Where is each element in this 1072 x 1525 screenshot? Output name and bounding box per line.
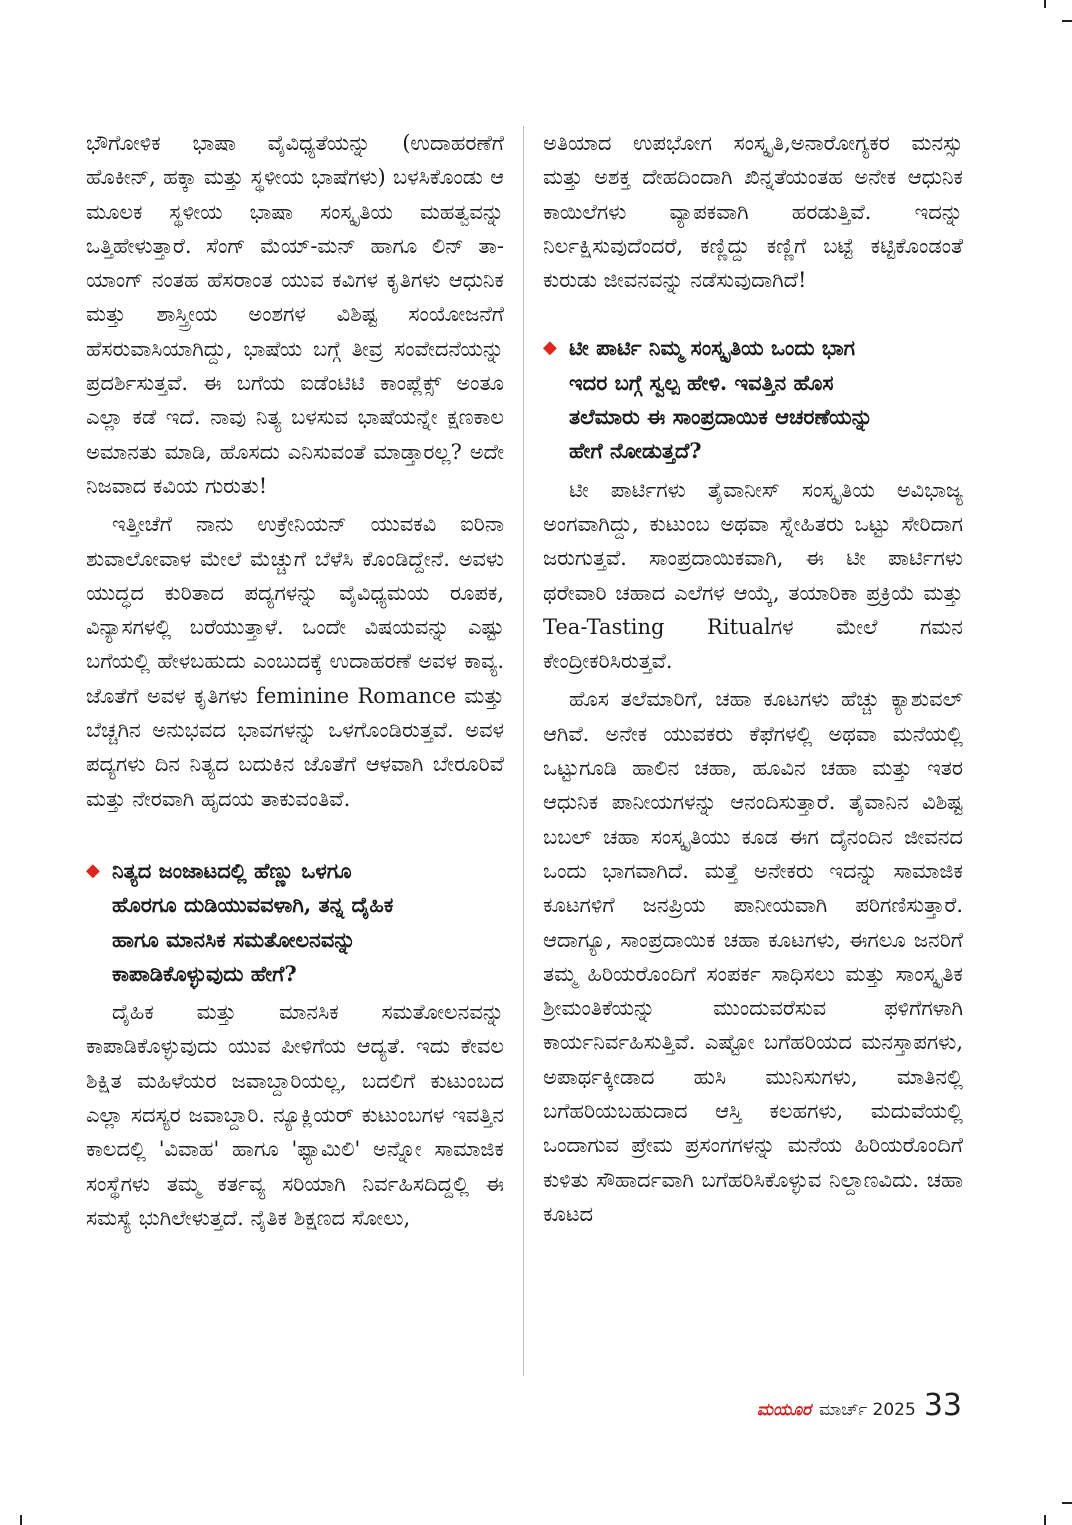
right-question-text <box>569 331 963 468</box>
right-paragraph-3: ಹೊಸ ತಲೆಮಾರಿಗೆ, ಚಹಾ ಕೂಟಗಳು ಹೆಚ್ಚು ಕ್ಯಾಶುವಲ್ ಆಗಿವೆ. ಅನೇಕ ಯುವಕರು ಕೆಫೆಗಳಲ್ಲಿ ಅಥವಾ ಮನೆಯಲ್ಲಿ ಒಟ್ಟುಗೂಡಿ ಹಾಲಿನ ಚಹಾ, ಹೂವಿನ ಚಹಾ ಮತ್ತು ಇತರ ಆಧುನಿಕ ಪಾನೀಯಗಳನ್ನು ಆನಂದಿಸುತ್ತಾರೆ. ತೈವಾನಿನ ವಿಶಿಷ್ಟ ಬಬಲ್ ಚಹಾ ಸಂಸ್ಕೃತಿಯು ಕೂಡ ಈಗ ದೈನಂದಿನ ಜೀವನದ ಒಂದು ಭಾಗವಾಗಿದೆ. ಮತ್ತೆ ಅನೇಕರು ಇದನ್ನು ಸಾಮಾಜಿಕ ಕೂಟಗಳಿಗೆ ಜನಪ್ರಿಯ ಪಾನೀಯವಾಗಿ ಪರಿಗಣಿಸುತ್ತಾರೆ. ಆದಾಗ್ಯೂ, ಸಾಂಪ್ರದಾಯಿಕ ಚಹಾ ಕೂಟಗಳು, ಈಗಲೂ ಜನರಿಗೆ ತಮ್ಮ ಹಿರಿಯರೊಂದಿಗೆ ಸಂಪರ್ಕ ಸಾಧಿಸಲು ಮತ್ತು ಸಾಂಸ್ಕೃತಿಕ ಶ್ರೀಮಂತಿಕೆಯನ್ನು ಮುಂದುವರೆಸುವ ಫಳಿಗೆಗಳಾಗಿ ಕಾರ್ಯನಿರ್ವಹಿಸುತ್ತಿವೆ. ಎಷ್ಟೋ ಬಗೆಹರಿಯದ ಮನಸ್ತಾಪಗಳು, ಅಪಾರ್ಥಕ್ಕೀಡಾದ ಹುಸಿ ಮುನಿಸುಗಳು, ಮಾತಿನಲ್ಲಿ ಬಗೆಹರಿಯಬಹುದಾದ ಆಸ್ತಿ ಕಲಹಗಳು, ಮದುವೆಯಲ್ಲಿ ಒಂದಾಗುವ ಪ್ರೇಮ ಪ್ರಸಂಗಗಳನ್ನು ಮನೆಯ ಹಿರಿಯರೊಂದಿಗೆ ಕುಳಿತು ಸೌಹಾರ್ದವಾಗಿ ಬಗೆಹರಿಸಿಕೊಳ್ಳುವ ನಿಲ್ದಾಣವಿದು. ಚಹಾ ಕೂಟದ <box>543 687 963 1226</box>
page-number: 33 <box>923 1388 962 1423</box>
crop-mark-bottom-right-side <box>1062 1502 1072 1504</box>
crop-mark-bottom-left <box>20 1515 22 1525</box>
red-diamond-icon: ◆ <box>86 859 100 881</box>
left-question-line: ಹೊರಗೂ ದುಡಿಯುವವಳಾಗಿ, ತನ್ನ ದೈಹಿಕ <box>112 892 394 918</box>
magazine-logo: ಮಯೂರ <box>756 1400 812 1420</box>
crop-mark-top-right <box>1044 0 1046 8</box>
page-footer <box>757 1388 962 1423</box>
left-paragraph-2: ಇತ್ತೀಚೆಗೆ ನಾನು ಉಕ್ರೇನಿಯನ್ ಯುವಕವಿ ಐರಿನಾ ಶುವಾಲೋವಾಳ ಮೇಲೆ ಮೆಚ್ಚುಗೆ ಬೆಳೆಸಿ ಕೊಂಡಿದ್ದೇನೆ. ಅವಳು ಯುದ್ಧದ ಕುರಿತಾದ ಪದ್ಯಗಳನ್ನು ವೈವಿಧ್ಯಮಯ ರೂಪಕ, ವಿನ್ಯಾಸಗಳಲ್ಲಿ ಬರೆಯುತ್ತಾಳೆ. ಒಂದೇ ವಿಷಯವನ್ನು ಎಷ್ಟು ಬಗೆಯಲ್ಲಿ ಹೇಳಬಹುದು ಎಂಬುದಕ್ಕೆ ಉದಾಹರಣೆ ಅವಳ ಕಾವ್ಯ. ಜೊತೆಗೆ ಅವಳ ಕೃತಿಗಳು feminine Romance ಮತ್ತು ಬೆಚ್ಚಗಿನ ಅನುಭವದ ಭಾವಗಳನ್ನು ಒಳಗೊಂಡಿರುತ್ತವೆ. ಅವಳ ಪದ್ಯಗಳು ದಿನ ನಿತ್ಯದ ಬದುಕಿನ ಜೊತೆಗೆ ಆಳವಾಗಿ ಬೇರೂರಿವೆ ಮತ್ತು ನೇರವಾಗಿ ಹೃದಯ ತಾಕುವಂತಿವೆ. <box>86 512 504 811</box>
left-question-line: ನಿತ್ಯದ ಜಂಜಾಟದಲ್ಲಿ ಹೆಣ್ಣು ಒಳಗೂ <box>112 857 352 883</box>
right-paragraph-2: ಟೀ ಪಾರ್ಟಿಗಳು ತೈವಾನೀಸ್ ಸಂಸ್ಕೃತಿಯ ಅವಿಭಾಜ್ಯ ಅಂಗವಾಗಿದ್ದು, ಕುಟುಂಬ ಅಥವಾ ಸ್ನೇಹಿತರು ಒಟ್ಟು ಸೇರಿದಾಗ ಜರುಗುತ್ತವೆ. ಸಾಂಪ್ರದಾಯಿಕವಾಗಿ, ಈ ಟೀ ಪಾರ್ಟಿಗಳು ಥರೇವಾರಿ ಚಹಾದ ಎಲೆಗಳ ಆಯ್ಕೆ, ತಯಾರಿಕಾ ಪ್ರಕ್ರಿಯೆ ಮತ್ತು Tea-Tasting Ritualಗಳ ಮೇಲೆ ಗಮನ ಕೇಂದ್ರೀಕರಿಸಿರುತ್ತವೆ. <box>543 477 963 674</box>
crop-mark-top-right-side <box>1062 20 1072 22</box>
right-paragraph-1: ಅತಿಯಾದ ಉಪಭೋಗ ಸಂಸ್ಕೃತಿ,ಅನಾರೋಗ್ಯಕರ ಮನಸ್ಸು ಮತ್ತು ಅಶಕ್ತ ದೇಹದಿಂದಾಗಿ ಖಿನ್ನತೆಯಂತಹ ಅನೇಕ ಆಧುನಿಕ ಕಾಯಿಲೆಗಳು ವ್ಯಾಪಕವಾಗಿ ಹರಡುತ್ತಿವೆ. ಇದನ್ನು ನಿರ್ಲಕ್ಷಿಸುವುದೆಂದರೆ, ಕಣ್ಣಿದ್ದು ಕಣ್ಣಿಗೆ ಬಟ್ಟೆ ಕಟ್ಟಿಕೊಂಡಂತೆ ಕುರುಡು ಜೀವನವನ್ನು ನಡೆಸುವುದಾಗಿದೆ! <box>543 131 963 293</box>
right-column <box>543 126 963 1231</box>
left-paragraph-1: ಭೌಗೋಳಿಕ ಭಾಷಾ ವೈವಿಧ್ಯತೆಯನ್ನು (ಉದಾಹರಣೆಗೆ ಹೊಕೀನ್, ಹಕ್ಕಾ ಮತ್ತು ಸ್ಥಳೀಯ ಭಾಷೆಗಳು) ಬಳಸಿಕೊಂಡು ಆ ಮೂಲಕ ಸ್ಥಳೀಯ ಭಾಷಾ ಸಂಸ್ಕೃತಿಯ ಮಹತ್ವವನ್ನು ಒತ್ತಿಹೇಳುತ್ತಾರೆ. ಸೆಂಗ್ ಮೆಯ್-ಮನ್ ಹಾಗೂ ಲಿನ್ ತಾ-ಯಾಂಗ್ ನಂತಹ ಹೆಸರಾಂತ ಯುವ ಕವಿಗಳ ಕೃತಿಗಳು ಆಧುನಿಕ ಮತ್ತು ಶಾಸ್ತ್ರೀಯ ಅಂಶಗಳ ವಿಶಿಷ್ಟ ಸಂಯೋಜನೆಗೆ ಹೆಸರುವಾಸಿಯಾಗಿದ್ದು, ಭಾಷೆಯ ಬಗ್ಗೆ ತೀವ್ರ ಸಂವೇದನೆಯನ್ನು ಪ್ರದರ್ಶಿಸುತ್ತವೆ. ಈ ಬಗೆಯ ಐಡೆಂಟಿಟಿ ಕಾಂಪ್ಲೆಕ್ಸ್ ಅಂತೂ ಎಲ್ಲಾ ಕಡೆ ಇದೆ. ನಾವು ನಿತ್ಯ ಬಳಸುವ ಭಾಷೆಯನ್ನೇ ಕ್ಷಣಕಾಲ ಅಮಾನತು ಮಾಡಿ, ಹೊಸದು ಎನಿಸುವಂತೆ ಮಾಡ್ತಾರಲ್ಲ? ಅದೇ ನಿಜವಾದ ಕವಿಯ ಗುರುತು! <box>86 131 504 498</box>
left-paragraph-3: ದೈಹಿಕ ಮತ್ತು ಮಾನಸಿಕ ಸಮತೋಲನವನ್ನು ಕಾಪಾಡಿಕೊಳ್ಳುವುದು ಯುವ ಪೀಳಿಗೆಯ ಆದ್ಯತೆ. ಇದು ಕೇವಲ ಶಿಕ್ಷಿತ ಮಹಿಳೆಯರ ಜವಾಬ್ದಾರಿಯಲ್ಲ, ಬದಲಿಗೆ ಕುಟುಂಬದ ಎಲ್ಲಾ ಸದಸ್ಯರ ಜವಾಬ್ದಾರಿ. ನ್ಯೂಕ್ಲಿಯರ್ ಕುಟುಂಬಗಳ ಇವತ್ತಿನ ಕಾಲದಲ್ಲಿ 'ವಿವಾಹ' ಹಾಗೂ 'ಫ್ಯಾಮಿಲಿ' ಅನ್ನೋ ಸಾಮಾಜಿಕ ಸಂಸ್ಥೆಗಳು ತಮ್ಮ ಕರ್ತವ್ಯ ಸರಿಯಾಗಿ ನಿರ್ವಹಿಸದಿದ್ದಲ್ಲಿ ಈ ಸಮಸ್ಯೆ ಭುಗಿಲೇಳುತ್ತದೆ. ನೈತಿಕ ಶಿಕ್ಷಣದ ಸೋಲು, <box>86 1000 504 1230</box>
left-column <box>86 126 504 1235</box>
right-question <box>543 331 963 468</box>
right-question-line: ಟೀ ಪಾರ್ಟಿ ನಿಮ್ಮ ಸಂಸ್ಕೃತಿಯ ಒಂದು ಭಾಗ <box>569 335 856 361</box>
red-diamond-icon: ◆ <box>543 337 557 359</box>
left-question <box>86 854 504 991</box>
left-question-line: ಕಾಪಾಡಿಕೊಳ್ಳುವುದು ಹೇಗೆ? <box>112 960 297 986</box>
left-question-line: ಹಾಗೂ ಮಾನಸಿಕ ಸಮತೋಲನವನ್ನು <box>112 926 356 952</box>
issue-date: ಮಾರ್ಚ್ 2025 <box>819 1400 916 1420</box>
crop-mark-bottom-right <box>1044 1515 1046 1525</box>
column-divider <box>523 126 524 1376</box>
right-question-line: ಹೇಗೆ ನೋಡುತ್ತದೆ? <box>569 438 702 464</box>
right-question-line: ಇದರ ಬಗ್ಗೆ ಸ್ವಲ್ಪ ಹೇಳಿ. ಇವತ್ತಿನ ಹೊಸ <box>569 369 834 395</box>
right-question-line: ತಲೆಮಾರು ಈ ಸಾಂಪ್ರದಾಯಿಕ ಆಚರಣೆಯನ್ನು <box>569 404 873 430</box>
left-question-text <box>112 854 504 991</box>
